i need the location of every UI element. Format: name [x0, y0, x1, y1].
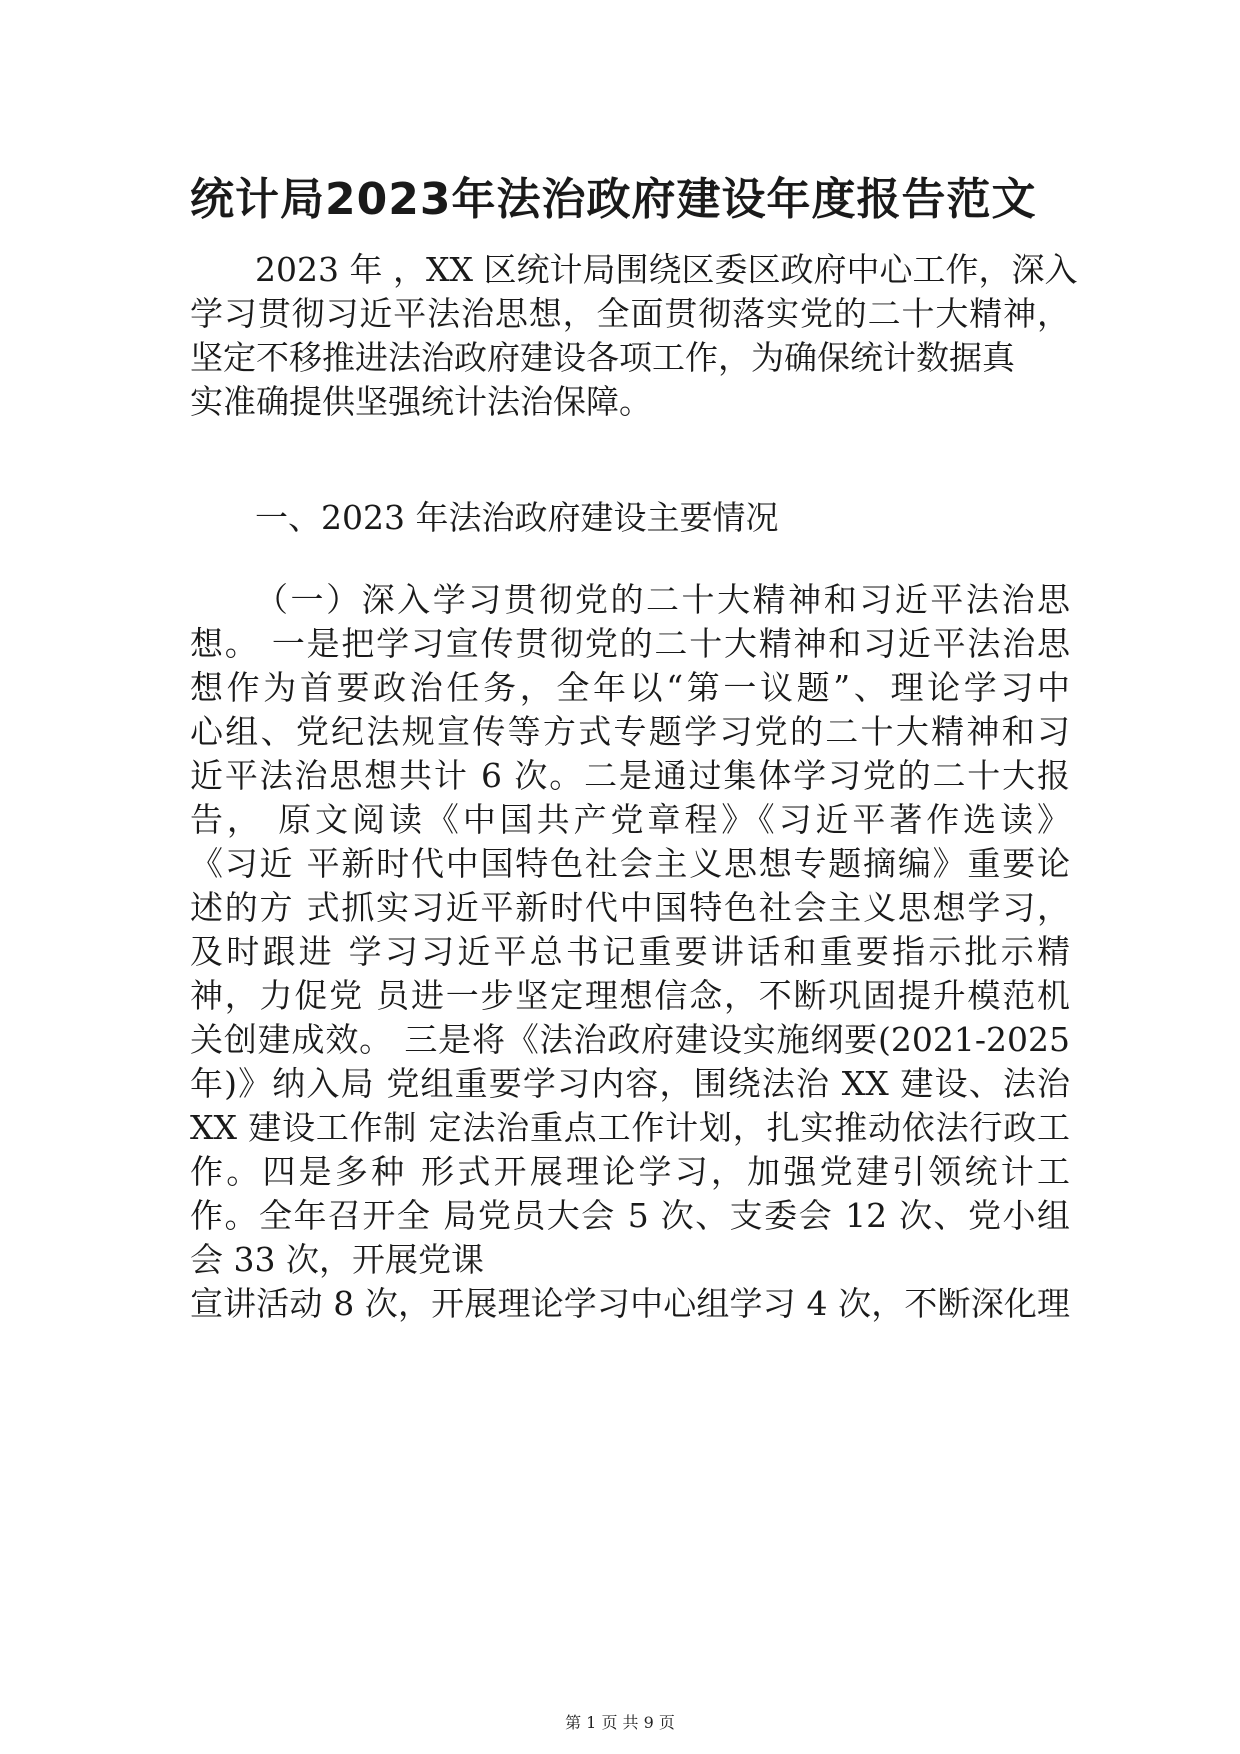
page-number-footer: 第 1 页 共 9 页: [565, 1713, 675, 1732]
paragraph-line: 会 33 次，开展党课: [190, 1240, 484, 1279]
paragraph-line: 述的方 式抓实习近平新时代中国特色社会主义思想学习，: [190, 888, 1070, 927]
paragraph-line: 关创建成效。 三是将《法治政府建设实施纲要(2021-2025: [190, 1020, 1070, 1059]
paragraph-line: 宣讲活动 8 次，开展理论学习中心组学习 4 次，不断深化理: [190, 1284, 1070, 1323]
paragraph-line: 想作为首要政治任务，全年以“第一议题”、理论学习中: [190, 668, 1070, 707]
paragraph-line: 神，力促党 员进一步坚定理想信念，不断巩固提升模范机: [190, 976, 1070, 1015]
paragraph-line: 告， 原文阅读《中国共产党章程》《习近平著作选读》: [190, 800, 1070, 839]
paragraph-line: 学习贯彻习近平法治思想，全面贯彻落实党的二十大精神，: [190, 294, 1070, 333]
paragraph-line: 想。 一是把学习宣传贯彻党的二十大精神和习近平法治思: [190, 624, 1070, 663]
paragraph-line: 实准确提供坚强统计法治保障。: [190, 382, 652, 421]
section-heading: 一、2023 年法治政府建设主要情况: [255, 498, 779, 537]
paragraph-line: 作。四是多种 形式开展理论学习，加强党建引领统计工: [190, 1152, 1070, 1191]
paragraph-line: 心组、党纪法规宣传等方式专题学习党的二十大精神和习: [190, 712, 1070, 751]
paragraph-line: 作。全年召开全 局党员大会 5 次、支委会 12 次、党小组: [190, 1196, 1070, 1235]
document-title: 统计局2023年法治政府建设年度报告范文: [190, 174, 1037, 225]
paragraph-line: XX 建设工作制 定法治重点工作计划，扎实推动依法行政工: [190, 1108, 1070, 1147]
paragraph-line: 坚定不移推进法治政府建设各项工作，为确保统计数据真: [190, 338, 1015, 377]
paragraph-line: （一）深入学习贯彻党的二十大精神和习近平法治思: [255, 580, 1070, 619]
paragraph-line: 2023 年 ，XX 区统计局围绕区委区政府中心工作，深入: [255, 250, 1078, 289]
paragraph-line: 《习近 平新时代中国特色社会主义思想专题摘编》重要论: [190, 844, 1070, 883]
paragraph-line: 及时跟进 学习习近平总书记重要讲话和重要指示批示精: [190, 932, 1070, 971]
paragraph-line: 年)》纳入局 党组重要学习内容，围绕法治 XX 建设、法治: [190, 1064, 1070, 1103]
paragraph-line: 近平法治思想共计 6 次。二是通过集体学习党的二十大报: [190, 756, 1070, 795]
